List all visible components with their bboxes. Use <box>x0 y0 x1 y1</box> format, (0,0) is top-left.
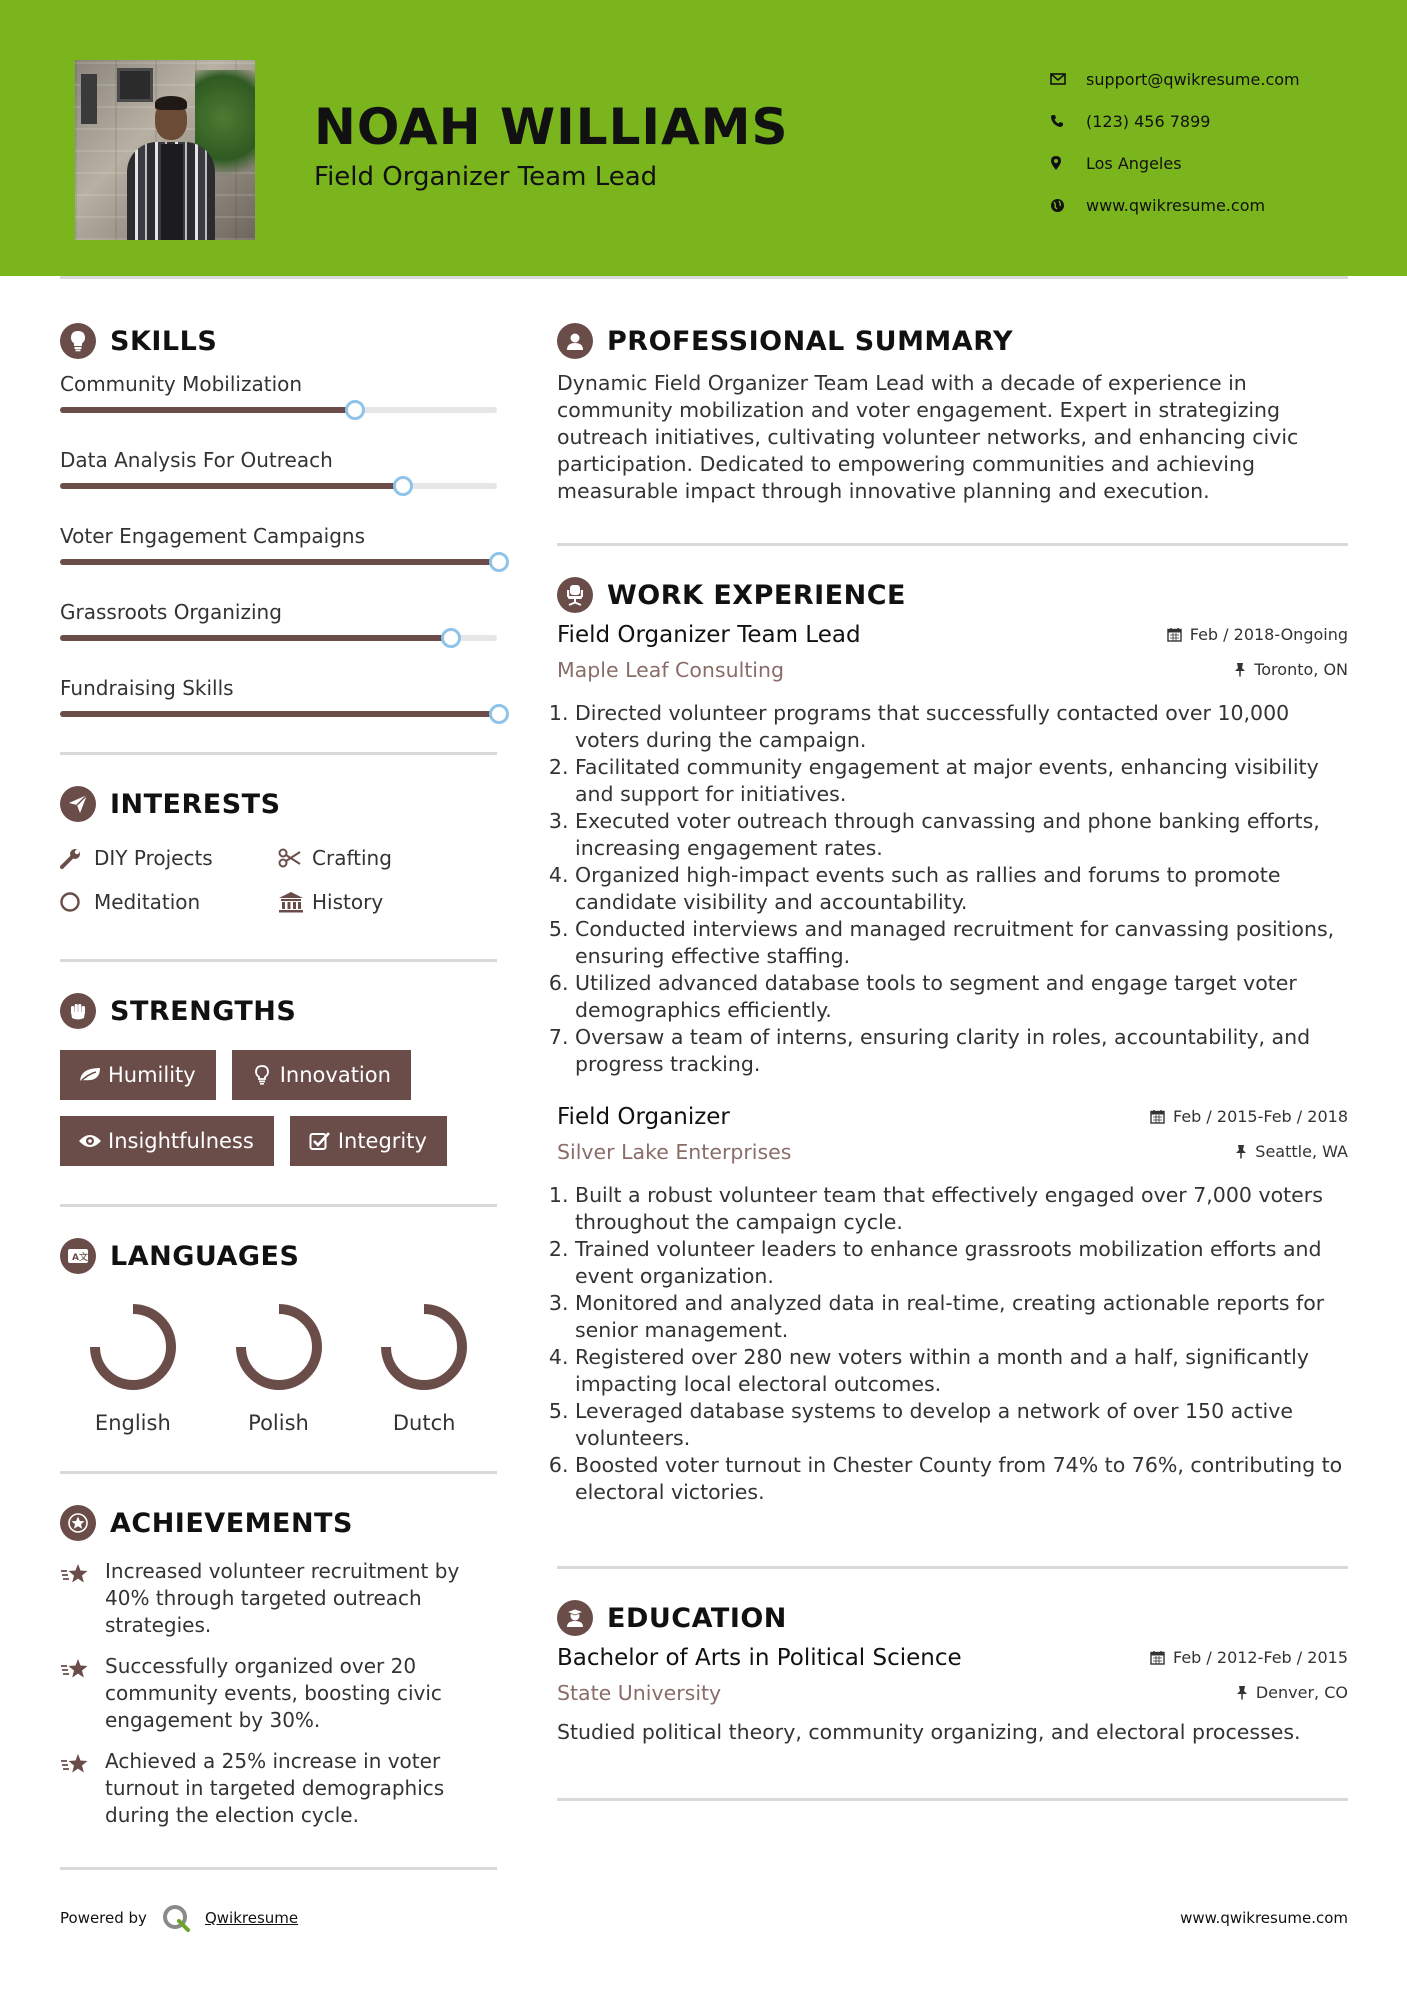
skill-bar <box>60 483 497 489</box>
skills-title: SKILLS <box>110 325 218 357</box>
job-bullet: 6. Boosted voter turnout in Chester County from 74% to 76%, contributing to electoral victories. <box>575 1452 1348 1506</box>
skill-bar <box>60 635 497 641</box>
section-divider <box>60 752 497 755</box>
lightbulb-icon <box>60 323 96 359</box>
pushpin-icon <box>1236 1685 1248 1700</box>
achievements-title: ACHIEVEMENTS <box>110 1507 353 1539</box>
job-bullet: 4. Organized high-impact events such as rallies and forums to promote candidate visibility and accountability. <box>575 862 1348 916</box>
wrench-icon <box>60 847 94 869</box>
skill-label: Fundraising Skills <box>60 676 234 700</box>
section-divider <box>557 1566 1348 1569</box>
languages-title: LANGUAGES <box>110 1240 300 1272</box>
interest-label: Meditation <box>94 890 201 914</box>
pushpin-icon <box>1235 1144 1247 1159</box>
language-label: English <box>94 1411 171 1435</box>
interest-item <box>278 887 496 917</box>
language-item <box>206 1297 352 1435</box>
skill-bar <box>60 407 497 413</box>
job-dates <box>1150 1107 1348 1126</box>
experience-heading <box>557 574 1348 616</box>
language-icon <box>60 1238 96 1274</box>
candidate-name: NOAH WILLIAMS <box>314 98 789 156</box>
job-entry <box>557 622 1348 1078</box>
scissors-icon <box>278 848 312 868</box>
checkbox-icon <box>302 1131 338 1151</box>
job-dates <box>1167 625 1348 644</box>
job-title: Field Organizer Team Lead <box>557 622 861 648</box>
strength-tag <box>290 1116 447 1166</box>
candidate-title: Field Organizer Team Lead <box>314 162 658 192</box>
education-degree: Bachelor of Arts in Political Science <box>557 1645 962 1671</box>
job-entry <box>557 1104 1348 1506</box>
interest-item <box>60 843 278 873</box>
qwikresume-link[interactable]: Qwikresume <box>204 1909 299 1927</box>
job-bullet: 7. Oversaw a team of interns, ensuring clarity in roles, accountability, and progress tracking. <box>575 1024 1348 1078</box>
shooting-star-icon <box>60 1558 105 1639</box>
job-bullet: 5. Leveraged database systems to develop a network of over 150 active volunteers. <box>575 1398 1348 1452</box>
contact-website[interactable] <box>1050 184 1300 226</box>
section-divider <box>60 1204 497 1207</box>
calendar-icon <box>1150 1109 1165 1124</box>
contact-phone-text: (123) 456 7899 <box>1086 111 1211 131</box>
summary-title: PROFESSIONAL SUMMARY <box>607 325 1014 357</box>
achievements-heading <box>60 1502 497 1544</box>
interest-label: History <box>312 890 384 914</box>
interest-label: Crafting <box>312 846 392 870</box>
museum-icon <box>278 891 312 913</box>
footer <box>60 1903 1348 1933</box>
strengths-heading <box>60 990 497 1032</box>
skill-item <box>60 676 497 752</box>
achievement-text: Increased volunteer recruitment by 40% through targeted outreach strategies. <box>105 1559 460 1637</box>
powered-by <box>60 1903 298 1933</box>
section-divider <box>60 1471 497 1474</box>
skills-heading <box>60 320 497 362</box>
summary-text: Dynamic Field Organizer Team Lead with a decade of experience in community mobilization and voter engagement. Expert in strategizing outreach initiatives, cultivating volunteer networks, and enhancing civic participation. Dedicated to empowering communities and achieving measurable impact through innovative planning and execution. <box>557 371 1299 503</box>
job-dates-text: Feb / 2015-Feb / 2018 <box>1173 1107 1348 1126</box>
language-label: Dutch <box>392 1411 456 1435</box>
education-dates <box>1150 1648 1348 1667</box>
achievement-item <box>60 1653 497 1734</box>
job-location-text: Seattle, WA <box>1255 1142 1348 1161</box>
job-bullet: 1. Built a robust volunteer team that effectively engaged over 7,000 voters throughout the campaign cycle. <box>575 1182 1348 1236</box>
job-dates-text: Feb / 2018-Ongoing <box>1189 625 1348 644</box>
language-item <box>60 1297 206 1435</box>
contact-location <box>1050 142 1300 184</box>
job-bullet: 2. Facilitated community engagement at major events, enhancing visibility and support for initiatives. <box>575 754 1348 808</box>
skill-label: Voter Engagement Campaigns <box>60 524 366 548</box>
contact-list <box>1050 58 1300 226</box>
strength-tag <box>232 1050 411 1100</box>
education-title: EDUCATION <box>607 1602 787 1634</box>
skill-knob <box>441 628 461 648</box>
shooting-star-icon <box>60 1748 105 1829</box>
summary-heading <box>557 320 1348 362</box>
education-location-text: Denver, CO <box>1255 1683 1348 1702</box>
office-chair-icon <box>557 577 593 613</box>
interests-list <box>60 843 497 917</box>
eye-icon <box>72 1133 108 1149</box>
strength-label: Innovation <box>279 1063 391 1087</box>
job-bullet: 3. Monitored and analyzed data in real-time, creating actionable reports for senior management. <box>575 1290 1348 1344</box>
skill-label: Grassroots Organizing <box>60 600 282 624</box>
education-school: State University <box>557 1681 722 1705</box>
language-level-ring <box>83 1297 183 1397</box>
lightbulb-icon <box>244 1065 280 1085</box>
language-item <box>351 1297 497 1435</box>
header-banner <box>0 0 1407 276</box>
achievement-text: Successfully organized over 20 community events, boosting civic engagement by 30%. <box>105 1654 442 1732</box>
svg-text:文: 文 <box>79 1253 89 1263</box>
interests-heading <box>60 783 497 825</box>
skill-bar <box>60 559 497 565</box>
contact-email-text: support@qwikresume.com <box>1086 69 1300 89</box>
languages-list <box>60 1297 497 1435</box>
job-location <box>1235 1142 1348 1161</box>
skills-list <box>60 372 497 752</box>
strength-label: Humility <box>108 1063 196 1087</box>
pushpin-icon <box>1234 662 1246 677</box>
strengths-title: STRENGTHS <box>110 995 297 1027</box>
graduate-icon <box>557 1600 593 1636</box>
right-column <box>557 320 1348 1801</box>
skill-label: Data Analysis For Outreach <box>60 448 333 472</box>
qwikresume-logo-icon <box>161 1903 191 1933</box>
contact-email[interactable] <box>1050 58 1300 100</box>
job-bullet: 2. Trained volunteer leaders to enhance grassroots mobilization efforts and event organization. <box>575 1236 1348 1290</box>
map-marker-icon <box>1050 155 1080 171</box>
leaf-icon <box>72 1066 108 1084</box>
contact-website-text: www.qwikresume.com <box>1086 195 1266 215</box>
job-title: Field Organizer <box>557 1104 730 1130</box>
powered-by-label: Powered by <box>60 1909 147 1927</box>
left-column <box>60 320 497 1870</box>
job-bullets <box>557 700 1348 1078</box>
strengths-list <box>60 1050 497 1166</box>
interest-label: DIY Projects <box>94 846 213 870</box>
skill-item <box>60 448 497 524</box>
skill-knob <box>489 704 509 724</box>
skill-item <box>60 524 497 600</box>
job-bullet: 6. Utilized advanced database tools to segment and engage target voter demographics efficiently. <box>575 970 1348 1024</box>
education-description: Studied political theory, community organizing, and electoral processes. <box>557 1720 1301 1744</box>
skill-item <box>60 372 497 448</box>
paper-plane-icon <box>60 786 96 822</box>
job-location <box>1234 660 1348 679</box>
job-company: Silver Lake Enterprises <box>557 1140 792 1164</box>
achievement-item <box>60 1558 497 1639</box>
education-location <box>1236 1683 1348 1702</box>
fist-icon <box>60 993 96 1029</box>
interests-title: INTERESTS <box>110 788 281 820</box>
strength-tag <box>60 1116 274 1166</box>
user-icon <box>557 323 593 359</box>
language-level-ring <box>374 1297 474 1397</box>
envelope-icon <box>1050 73 1080 85</box>
job-bullet: 5. Conducted interviews and managed recruitment for canvassing positions, ensuring effective staffing. <box>575 916 1348 970</box>
education-dates-text: Feb / 2012-Feb / 2015 <box>1173 1648 1348 1667</box>
skill-knob <box>345 400 365 420</box>
language-level-ring <box>229 1297 329 1397</box>
job-bullet: 1. Directed volunteer programs that successfully contacted over 10,000 voters during the campaign. <box>575 700 1348 754</box>
job-location-text: Toronto, ON <box>1254 660 1348 679</box>
contact-location-text: Los Angeles <box>1086 153 1182 173</box>
phone-icon <box>1050 114 1080 128</box>
achievements-list <box>60 1558 497 1829</box>
interest-item <box>60 887 278 917</box>
profile-photo <box>75 60 255 240</box>
job-company: Maple Leaf Consulting <box>557 658 785 682</box>
star-badge-icon <box>60 1505 96 1541</box>
skill-item <box>60 600 497 676</box>
skill-bar <box>60 711 497 717</box>
calendar-icon <box>1167 627 1182 642</box>
skill-knob <box>489 552 509 572</box>
globe-icon <box>1050 198 1080 213</box>
section-divider <box>60 959 497 962</box>
strength-label: Integrity <box>337 1129 427 1153</box>
section-divider <box>557 1798 1348 1801</box>
skill-knob <box>393 476 413 496</box>
circle-icon <box>60 891 94 913</box>
job-bullets <box>557 1182 1348 1506</box>
section-divider <box>557 543 1348 546</box>
header-divider <box>60 276 1348 279</box>
svg-text:A: A <box>72 1253 79 1263</box>
calendar-icon <box>1150 1650 1165 1665</box>
footer-url[interactable]: www.qwikresume.com <box>1180 1909 1348 1927</box>
skill-label: Community Mobilization <box>60 372 303 396</box>
experience-title: WORK EXPERIENCE <box>607 579 906 611</box>
achievement-text: Achieved a 25% increase in voter turnout in targeted demographics during the election cycle. <box>105 1749 445 1827</box>
contact-phone[interactable] <box>1050 100 1300 142</box>
interest-item <box>278 843 496 873</box>
languages-heading <box>60 1235 497 1277</box>
job-bullet: 4. Registered over 280 new voters within a month and a half, significantly impacting local electoral outcomes. <box>575 1344 1348 1398</box>
job-bullet: 3. Executed voter outreach through canvassing and phone banking efforts, increasing engagement rates. <box>575 808 1348 862</box>
language-label: Polish <box>248 1411 309 1435</box>
education-heading <box>557 1597 1348 1639</box>
strength-label: Insightfulness <box>108 1129 254 1153</box>
strength-tag <box>60 1050 216 1100</box>
section-divider <box>60 1867 497 1870</box>
achievement-item <box>60 1748 497 1829</box>
shooting-star-icon <box>60 1653 105 1734</box>
